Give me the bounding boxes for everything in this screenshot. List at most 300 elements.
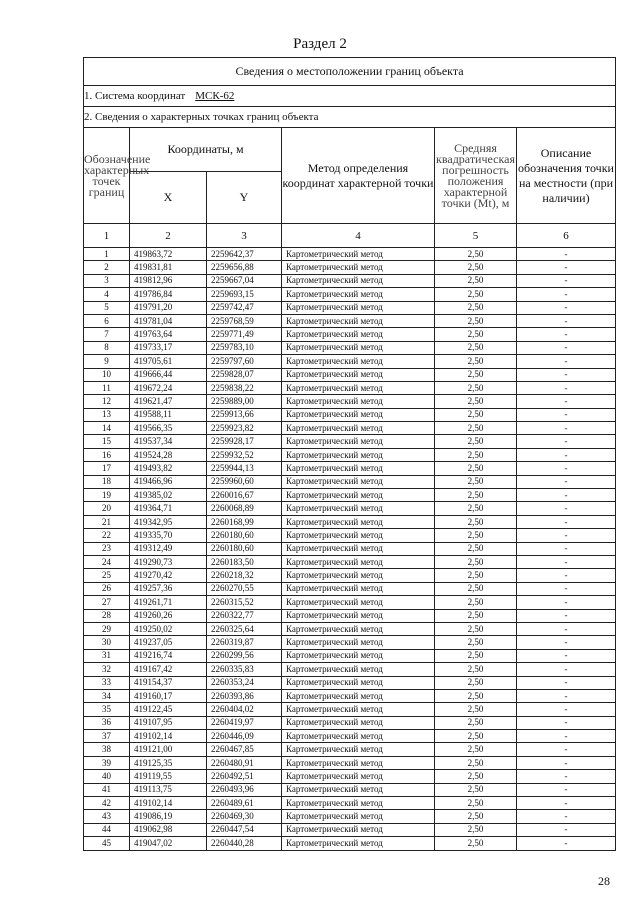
accuracy-cell: 2,50: [435, 355, 517, 368]
x-coordinate-cell: 419621,47: [130, 395, 207, 408]
accuracy-cell: 2,50: [435, 381, 517, 394]
method-cell: Картометрический метод: [282, 797, 435, 810]
y-coordinate-cell: 2260467,85: [207, 743, 282, 756]
accuracy-cell: 2,50: [435, 716, 517, 729]
boundary-points-table: [83, 57, 616, 851]
table-row: [84, 435, 616, 448]
y-coordinate-cell: 2259889,00: [207, 395, 282, 408]
method-cell: Картометрический метод: [282, 515, 435, 528]
accuracy-cell: 2,50: [435, 542, 517, 555]
header-x: X: [130, 172, 207, 224]
method-cell: Картометрический метод: [282, 622, 435, 635]
table-row: [84, 314, 616, 327]
accuracy-cell: 2,50: [435, 435, 517, 448]
point-number-cell: 39: [84, 756, 130, 769]
x-coordinate-cell: 419786,84: [130, 288, 207, 301]
column-number: 5: [435, 224, 517, 248]
description-cell: -: [517, 381, 616, 394]
accuracy-cell: 2,50: [435, 743, 517, 756]
method-cell: Картометрический метод: [282, 555, 435, 568]
method-cell: Картометрический метод: [282, 368, 435, 381]
x-coordinate-cell: 419781,04: [130, 314, 207, 327]
description-cell: -: [517, 261, 616, 274]
x-coordinate-cell: 419154,37: [130, 676, 207, 689]
method-cell: Картометрический метод: [282, 542, 435, 555]
table-row: [84, 381, 616, 394]
column-number: 3: [207, 224, 282, 248]
accuracy-cell: 2,50: [435, 609, 517, 622]
description-cell: -: [517, 542, 616, 555]
point-number-cell: 3: [84, 274, 130, 287]
description-cell: -: [517, 689, 616, 702]
table-row: [84, 341, 616, 354]
y-coordinate-cell: 2260180,60: [207, 542, 282, 555]
table-row: [84, 716, 616, 729]
accuracy-cell: 2,50: [435, 797, 517, 810]
description-cell: -: [517, 596, 616, 609]
table-row: [84, 636, 616, 649]
x-coordinate-cell: 419125,35: [130, 756, 207, 769]
accuracy-cell: 2,50: [435, 756, 517, 769]
accuracy-cell: 2,50: [435, 730, 517, 743]
accuracy-cell: 2,50: [435, 314, 517, 327]
method-cell: Картометрический метод: [282, 649, 435, 662]
description-cell: -: [517, 555, 616, 568]
x-coordinate-cell: 419261,71: [130, 596, 207, 609]
method-cell: Картометрический метод: [282, 422, 435, 435]
x-coordinate-cell: 419385,02: [130, 489, 207, 502]
table-row: [84, 422, 616, 435]
table-row: [84, 756, 616, 769]
x-coordinate-cell: 419260,26: [130, 609, 207, 622]
method-cell: Картометрический метод: [282, 435, 435, 448]
table-row: [84, 408, 616, 421]
method-cell: Картометрический метод: [282, 837, 435, 850]
header-description: Описание обозначения точки на местности (при наличии): [517, 128, 616, 224]
method-cell: Картометрический метод: [282, 408, 435, 421]
table-row: [84, 355, 616, 368]
description-cell: -: [517, 422, 616, 435]
description-cell: -: [517, 475, 616, 488]
point-number-cell: 11: [84, 381, 130, 394]
y-coordinate-cell: 2259642,37: [207, 248, 282, 261]
table-row: [84, 475, 616, 488]
point-number-cell: 4: [84, 288, 130, 301]
x-coordinate-cell: 419290,73: [130, 555, 207, 568]
table-row: [84, 569, 616, 582]
description-cell: -: [517, 328, 616, 341]
x-coordinate-cell: 419666,44: [130, 368, 207, 381]
table-row: [84, 582, 616, 595]
y-coordinate-cell: 2259944,13: [207, 462, 282, 475]
table-row: [84, 274, 616, 287]
method-cell: Картометрический метод: [282, 636, 435, 649]
point-number-cell: 1: [84, 248, 130, 261]
point-number-cell: 19: [84, 489, 130, 502]
description-cell: -: [517, 341, 616, 354]
description-cell: -: [517, 730, 616, 743]
description-cell: -: [517, 529, 616, 542]
method-cell: Картометрический метод: [282, 274, 435, 287]
table-row: [84, 837, 616, 850]
point-number-cell: 37: [84, 730, 130, 743]
x-coordinate-cell: 419257,36: [130, 582, 207, 595]
method-cell: Картометрический метод: [282, 328, 435, 341]
x-coordinate-cell: 419119,55: [130, 770, 207, 783]
method-cell: Картометрический метод: [282, 810, 435, 823]
table-row: [84, 689, 616, 702]
column-number: 4: [282, 224, 435, 248]
method-cell: Картометрический метод: [282, 462, 435, 475]
x-coordinate-cell: 419791,20: [130, 301, 207, 314]
method-cell: Картометрический метод: [282, 609, 435, 622]
table-row: [84, 770, 616, 783]
accuracy-cell: 2,50: [435, 515, 517, 528]
description-cell: -: [517, 703, 616, 716]
accuracy-cell: 2,50: [435, 261, 517, 274]
description-cell: -: [517, 823, 616, 836]
method-cell: Картометрический метод: [282, 582, 435, 595]
y-coordinate-cell: 2260447,54: [207, 823, 282, 836]
method-cell: Картометрический метод: [282, 770, 435, 783]
table-row: [84, 703, 616, 716]
point-number-cell: 20: [84, 502, 130, 515]
x-coordinate-cell: 419493,82: [130, 462, 207, 475]
point-number-cell: 26: [84, 582, 130, 595]
x-coordinate-cell: 419086,19: [130, 810, 207, 823]
table-row: [84, 395, 616, 408]
method-cell: Картометрический метод: [282, 756, 435, 769]
accuracy-cell: 2,50: [435, 502, 517, 515]
accuracy-cell: 2,50: [435, 368, 517, 381]
x-coordinate-cell: 419863,72: [130, 248, 207, 261]
table-title: Сведения о местоположении границ объекта: [84, 58, 616, 86]
y-coordinate-cell: 2260335,83: [207, 663, 282, 676]
point-number-cell: 41: [84, 783, 130, 796]
description-cell: -: [517, 810, 616, 823]
method-cell: Картометрический метод: [282, 355, 435, 368]
x-coordinate-cell: 419524,28: [130, 448, 207, 461]
header-coordinates: Координаты, м: [130, 128, 282, 172]
description-cell: -: [517, 582, 616, 595]
description-cell: -: [517, 676, 616, 689]
description-cell: -: [517, 609, 616, 622]
description-cell: -: [517, 301, 616, 314]
method-cell: Картометрический метод: [282, 689, 435, 702]
y-coordinate-cell: 2260016,67: [207, 489, 282, 502]
accuracy-cell: 2,50: [435, 248, 517, 261]
table-row: [84, 448, 616, 461]
x-coordinate-cell: 419047,02: [130, 837, 207, 850]
point-number-cell: 6: [84, 314, 130, 327]
point-number-cell: 18: [84, 475, 130, 488]
description-cell: -: [517, 663, 616, 676]
x-coordinate-cell: 419216,74: [130, 649, 207, 662]
y-coordinate-cell: 2260446,09: [207, 730, 282, 743]
description-cell: -: [517, 355, 616, 368]
point-number-cell: 14: [84, 422, 130, 435]
method-cell: Картометрический метод: [282, 475, 435, 488]
method-cell: Картометрический метод: [282, 261, 435, 274]
y-coordinate-cell: 2260393,86: [207, 689, 282, 702]
x-coordinate-cell: 419812,96: [130, 274, 207, 287]
y-coordinate-cell: 2260404,02: [207, 703, 282, 716]
table-row: [84, 489, 616, 502]
accuracy-cell: 2,50: [435, 341, 517, 354]
section-title: Раздел 2: [293, 36, 347, 52]
method-cell: Картометрический метод: [282, 301, 435, 314]
method-cell: Картометрический метод: [282, 716, 435, 729]
accuracy-cell: 2,50: [435, 810, 517, 823]
accuracy-cell: 2,50: [435, 636, 517, 649]
x-coordinate-cell: 419705,61: [130, 355, 207, 368]
method-cell: Картометрический метод: [282, 783, 435, 796]
method-cell: Картометрический метод: [282, 569, 435, 582]
method-cell: Картометрический метод: [282, 730, 435, 743]
accuracy-cell: 2,50: [435, 837, 517, 850]
y-coordinate-cell: 2260493,96: [207, 783, 282, 796]
x-coordinate-cell: 419237,05: [130, 636, 207, 649]
accuracy-cell: 2,50: [435, 274, 517, 287]
table-row: [84, 529, 616, 542]
table-row: [84, 261, 616, 274]
page-number: 28: [598, 874, 610, 888]
method-cell: Картометрический метод: [282, 663, 435, 676]
y-coordinate-cell: 2260492,51: [207, 770, 282, 783]
accuracy-cell: 2,50: [435, 301, 517, 314]
point-number-cell: 30: [84, 636, 130, 649]
accuracy-cell: 2,50: [435, 689, 517, 702]
point-number-cell: 2: [84, 261, 130, 274]
description-cell: -: [517, 515, 616, 528]
x-coordinate-cell: 419250,02: [130, 622, 207, 635]
point-number-cell: 8: [84, 341, 130, 354]
coord-system-value: МСК-62: [195, 90, 235, 102]
method-cell: Картометрический метод: [282, 823, 435, 836]
x-coordinate-cell: 419102,14: [130, 797, 207, 810]
x-coordinate-cell: 419364,71: [130, 502, 207, 515]
accuracy-cell: 2,50: [435, 475, 517, 488]
accuracy-cell: 2,50: [435, 823, 517, 836]
coord-system-label: 1. Система координат: [84, 90, 186, 102]
method-cell: Картометрический метод: [282, 703, 435, 716]
point-number-cell: 9: [84, 355, 130, 368]
y-coordinate-cell: 2260315,52: [207, 596, 282, 609]
description-cell: -: [517, 408, 616, 421]
accuracy-cell: 2,50: [435, 529, 517, 542]
accuracy-cell: 2,50: [435, 489, 517, 502]
method-cell: Картометрический метод: [282, 341, 435, 354]
x-coordinate-cell: 419121,00: [130, 743, 207, 756]
method-cell: Картометрический метод: [282, 248, 435, 261]
x-coordinate-cell: 419588,11: [130, 408, 207, 421]
y-coordinate-cell: 2260440,28: [207, 837, 282, 850]
y-coordinate-cell: 2259656,88: [207, 261, 282, 274]
y-coordinate-cell: 2259693,15: [207, 288, 282, 301]
accuracy-cell: 2,50: [435, 703, 517, 716]
y-coordinate-cell: 2259923,82: [207, 422, 282, 435]
point-number-cell: 36: [84, 716, 130, 729]
y-coordinate-cell: 2260180,60: [207, 529, 282, 542]
table-row: [84, 609, 616, 622]
point-number-cell: 5: [84, 301, 130, 314]
description-cell: -: [517, 502, 616, 515]
y-coordinate-cell: 2259771,49: [207, 328, 282, 341]
description-cell: -: [517, 395, 616, 408]
x-coordinate-cell: 419113,75: [130, 783, 207, 796]
description-cell: -: [517, 716, 616, 729]
method-cell: Картометрический метод: [282, 314, 435, 327]
points-label: 2. Сведения о характерных точках границ объекта: [84, 107, 616, 128]
description-cell: -: [517, 743, 616, 756]
table-row: [84, 515, 616, 528]
description-cell: -: [517, 756, 616, 769]
y-coordinate-cell: 2260353,24: [207, 676, 282, 689]
point-number-cell: 21: [84, 515, 130, 528]
y-coordinate-cell: 2259928,17: [207, 435, 282, 448]
method-cell: Картометрический метод: [282, 529, 435, 542]
point-number-cell: 24: [84, 555, 130, 568]
column-number: 2: [130, 224, 207, 248]
point-number-cell: 32: [84, 663, 130, 676]
point-number-cell: 31: [84, 649, 130, 662]
column-number: 6: [517, 224, 616, 248]
method-cell: Картометрический метод: [282, 596, 435, 609]
accuracy-cell: 2,50: [435, 408, 517, 421]
method-cell: Картометрический метод: [282, 743, 435, 756]
accuracy-cell: 2,50: [435, 770, 517, 783]
y-coordinate-cell: 2259932,52: [207, 448, 282, 461]
table-row: [84, 596, 616, 609]
y-coordinate-cell: 2259783,10: [207, 341, 282, 354]
table-row: [84, 649, 616, 662]
y-coordinate-cell: 2260480,91: [207, 756, 282, 769]
x-coordinate-cell: 419763,64: [130, 328, 207, 341]
x-coordinate-cell: 419335,70: [130, 529, 207, 542]
y-coordinate-cell: 2259913,66: [207, 408, 282, 421]
accuracy-cell: 2,50: [435, 582, 517, 595]
point-number-cell: 44: [84, 823, 130, 836]
point-number-cell: 43: [84, 810, 130, 823]
description-cell: -: [517, 797, 616, 810]
point-number-cell: 25: [84, 569, 130, 582]
header-point-designation: Обозначение характерных точек границ: [84, 128, 130, 224]
y-coordinate-cell: 2260325,64: [207, 622, 282, 635]
point-number-cell: 28: [84, 609, 130, 622]
table-row: [84, 462, 616, 475]
description-cell: -: [517, 248, 616, 261]
y-coordinate-cell: 2260419,97: [207, 716, 282, 729]
table-row: [84, 502, 616, 515]
accuracy-cell: 2,50: [435, 328, 517, 341]
table-row: [84, 288, 616, 301]
table-row: [84, 823, 616, 836]
accuracy-cell: 2,50: [435, 555, 517, 568]
header-accuracy: Средняя квадратическая погрешность положения характерной точки (Mt), м: [435, 128, 517, 224]
table-row: [84, 730, 616, 743]
x-coordinate-cell: 419342,95: [130, 515, 207, 528]
description-cell: -: [517, 368, 616, 381]
x-coordinate-cell: 419270,42: [130, 569, 207, 582]
accuracy-cell: 2,50: [435, 676, 517, 689]
y-coordinate-cell: 2260270,55: [207, 582, 282, 595]
coord-system-row: [84, 86, 616, 107]
method-cell: Картометрический метод: [282, 502, 435, 515]
table-row: [84, 663, 616, 676]
description-cell: -: [517, 649, 616, 662]
description-cell: -: [517, 770, 616, 783]
y-coordinate-cell: 2259768,59: [207, 314, 282, 327]
y-coordinate-cell: 2259960,60: [207, 475, 282, 488]
y-coordinate-cell: 2260319,87: [207, 636, 282, 649]
point-number-cell: 23: [84, 542, 130, 555]
point-number-cell: 45: [84, 837, 130, 850]
point-number-cell: 38: [84, 743, 130, 756]
y-coordinate-cell: 2259667,04: [207, 274, 282, 287]
accuracy-cell: 2,50: [435, 783, 517, 796]
table-row: [84, 542, 616, 555]
description-cell: -: [517, 636, 616, 649]
y-coordinate-cell: 2259797,60: [207, 355, 282, 368]
y-coordinate-cell: 2260168,99: [207, 515, 282, 528]
accuracy-cell: 2,50: [435, 395, 517, 408]
method-cell: Картометрический метод: [282, 676, 435, 689]
point-number-cell: 35: [84, 703, 130, 716]
point-number-cell: 33: [84, 676, 130, 689]
y-coordinate-cell: 2259742,47: [207, 301, 282, 314]
description-cell: -: [517, 288, 616, 301]
point-number-cell: 34: [84, 689, 130, 702]
description-cell: -: [517, 837, 616, 850]
description-cell: -: [517, 274, 616, 287]
point-number-cell: 40: [84, 770, 130, 783]
description-cell: -: [517, 462, 616, 475]
y-coordinate-cell: 2260068,89: [207, 502, 282, 515]
method-cell: Картометрический метод: [282, 448, 435, 461]
y-coordinate-cell: 2260469,30: [207, 810, 282, 823]
x-coordinate-cell: 419167,42: [130, 663, 207, 676]
x-coordinate-cell: 419566,35: [130, 422, 207, 435]
table-row: [84, 622, 616, 635]
x-coordinate-cell: 419312,49: [130, 542, 207, 555]
point-number-cell: 17: [84, 462, 130, 475]
y-coordinate-cell: 2260489,61: [207, 797, 282, 810]
y-coordinate-cell: 2260218,32: [207, 569, 282, 582]
y-coordinate-cell: 2259838,22: [207, 381, 282, 394]
accuracy-cell: 2,50: [435, 462, 517, 475]
y-coordinate-cell: 2260322,77: [207, 609, 282, 622]
x-coordinate-cell: 419160,17: [130, 689, 207, 702]
table-row: [84, 248, 616, 261]
x-coordinate-cell: 419537,34: [130, 435, 207, 448]
table-row: [84, 555, 616, 568]
y-coordinate-cell: 2260183,50: [207, 555, 282, 568]
table-row: [84, 676, 616, 689]
point-number-cell: 16: [84, 448, 130, 461]
x-coordinate-cell: 419062,98: [130, 823, 207, 836]
y-coordinate-cell: 2260299,56: [207, 649, 282, 662]
point-number-cell: 42: [84, 797, 130, 810]
x-coordinate-cell: 419466,96: [130, 475, 207, 488]
method-cell: Картометрический метод: [282, 489, 435, 502]
point-number-cell: 13: [84, 408, 130, 421]
accuracy-cell: 2,50: [435, 649, 517, 662]
x-coordinate-cell: 419122,45: [130, 703, 207, 716]
point-number-cell: 29: [84, 622, 130, 635]
point-number-cell: 12: [84, 395, 130, 408]
y-coordinate-cell: 2259828,07: [207, 368, 282, 381]
accuracy-cell: 2,50: [435, 448, 517, 461]
